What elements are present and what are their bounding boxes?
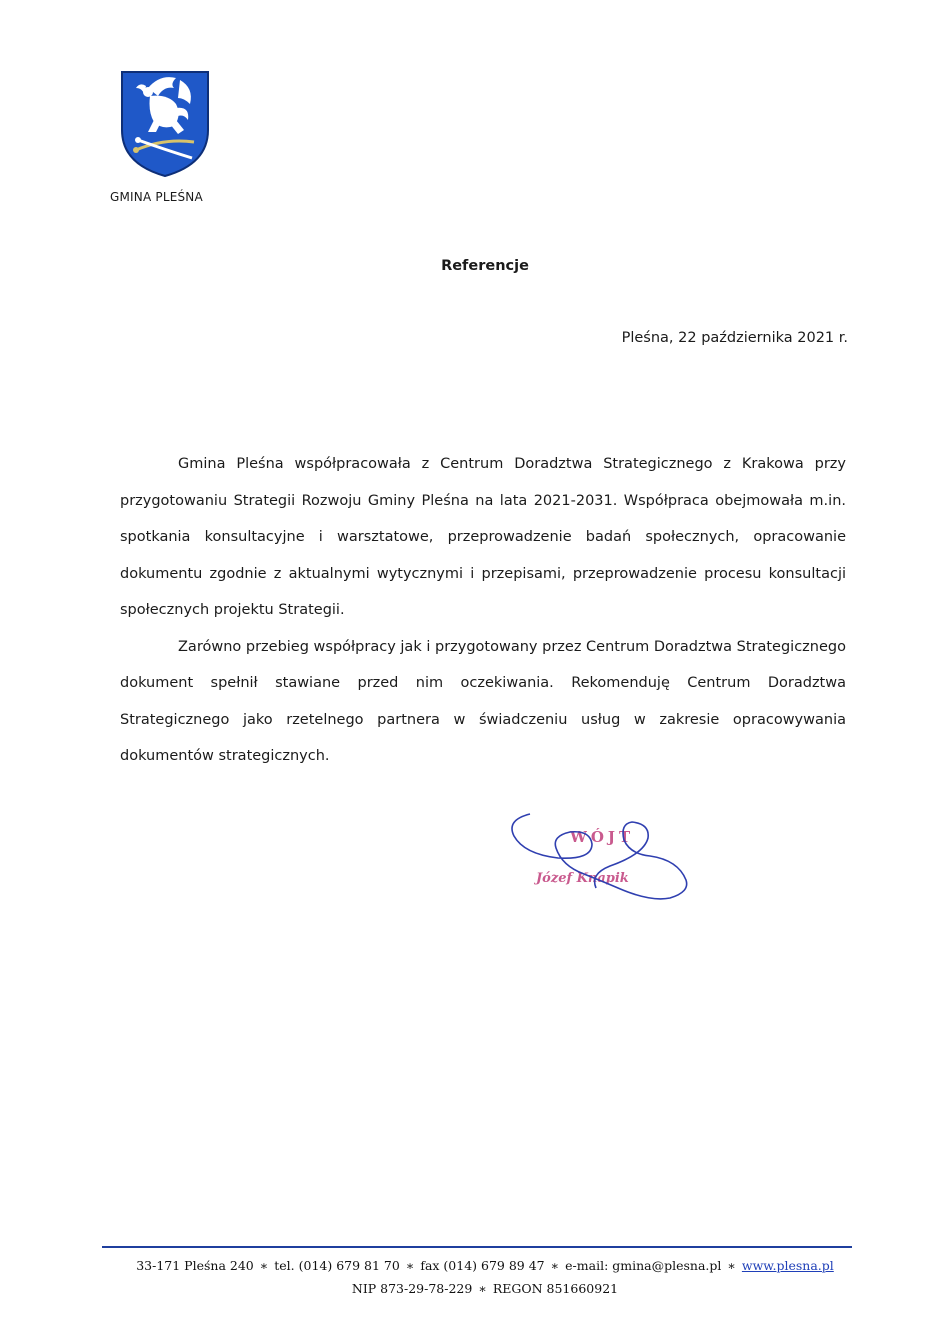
- footer-website-link[interactable]: www.plesna.pl: [741, 1258, 834, 1273]
- paragraph-1: Gmina Pleśna współpracowała z Centrum Doradztwa Strategicznego z Krakowa przy przygotowaniu Strategii Rozwoju Gminy Pleśna na lata 2021-2031. Współpraca obejmowała m.in. spotkania konsultacyjne i warsztatowe, przeprowadzenie badań społecznych, opracowanie dokumentu zgodnie z aktualnymi wytycznymi i przepisami, przeprowadzenie procesu konsultacji społecznych projektu Strategii.: [120, 456, 846, 618]
- footer-separator: ∗: [478, 1281, 487, 1296]
- footer-fax: fax (014) 679 89 47: [420, 1258, 545, 1273]
- footer-contact-line: [0, 1258, 940, 1273]
- footer-separator: ∗: [550, 1258, 560, 1273]
- footer-separator: ∗: [405, 1258, 415, 1273]
- footer-separator: ∗: [259, 1258, 269, 1273]
- griffin-coat-of-arms-icon: [118, 68, 212, 178]
- footer-nip: NIP 873-29-78-229: [351, 1281, 473, 1296]
- signature-stamp: [500, 800, 700, 910]
- stamp-title: WÓJT: [570, 828, 635, 846]
- footer-email[interactable]: e-mail: gmina@plesna.pl: [565, 1258, 722, 1273]
- letter-title: Referencje: [441, 258, 529, 274]
- date-line: Pleśna, 22 października 2021 r.: [621, 330, 848, 346]
- paragraph-2: Zarówno przebieg współpracy jak i przygotowany przez Centrum Doradztwa Strategicznego dokument spełnił stawiane przed nim oczekiwania. Rekomenduję Centrum Doradztwa Strategicznego jako rzetelnego partnera w świadczeniu usług w zakresie opracowywania dokumentów strategicznych.: [120, 638, 846, 764]
- footer-regon: REGON 851660921: [492, 1281, 619, 1296]
- footer-separator: ∗: [727, 1258, 736, 1273]
- footer-registry-line: [0, 1281, 940, 1296]
- footer-tel: tel. (014) 679 81 70: [274, 1258, 400, 1273]
- letter-body: [120, 446, 846, 775]
- footer-address: 33-171 Pleśna 240: [136, 1258, 254, 1273]
- org-name: GMINA PLEŚNA: [110, 190, 203, 204]
- stamp-name: Józef Knapik: [536, 871, 629, 886]
- handwritten-signature-icon: [512, 814, 687, 899]
- footer-divider: [102, 1246, 852, 1248]
